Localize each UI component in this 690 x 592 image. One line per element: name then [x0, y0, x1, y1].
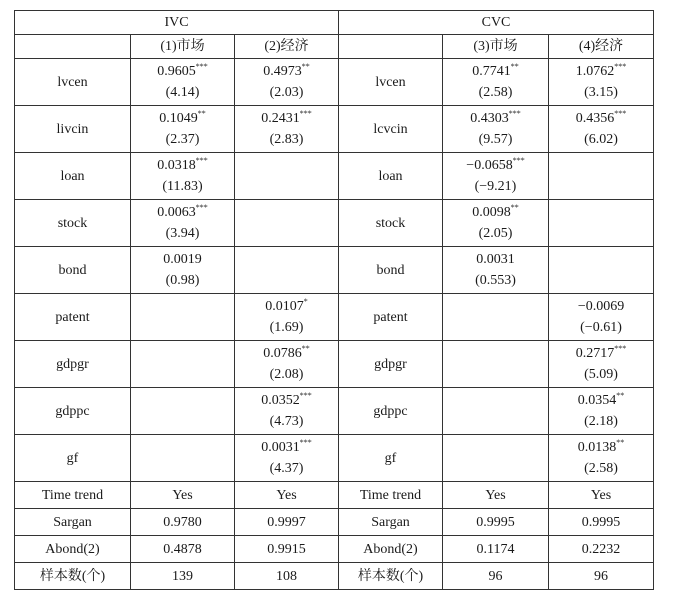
coefficient-cell [131, 388, 235, 435]
coefficient-number: 0.0138 [577, 440, 617, 455]
significance-stars: *** [512, 156, 525, 165]
footer-value: 0.9915 [235, 536, 339, 563]
footer-value: 0.1174 [443, 536, 549, 563]
coefficient-number: −0.0658 [466, 158, 513, 173]
coefficient-number: 0.0354 [577, 393, 617, 408]
variable-label: stock [15, 200, 131, 247]
variable-label: loan [15, 153, 131, 200]
t-statistic: (0.98) [165, 273, 200, 288]
significance-stars: ** [616, 438, 625, 447]
t-statistic: (11.83) [162, 179, 203, 194]
significance-stars: ** [616, 391, 625, 400]
footer-label: Sargan [339, 509, 443, 536]
footer-value: Yes [443, 482, 549, 509]
coefficient-number: 0.1049 [159, 111, 198, 126]
footer-row [15, 563, 654, 590]
group-header-ivc: IVC [15, 11, 339, 35]
variable-label: gf [339, 435, 443, 482]
coefficient-value [443, 61, 548, 82]
footer-row [15, 536, 654, 563]
t-statistic: (2.08) [269, 367, 304, 382]
significance-stars: ** [510, 62, 519, 71]
coefficient-cell [131, 247, 235, 294]
significance-stars: *** [299, 109, 312, 118]
coefficient-value [549, 108, 653, 129]
footer-value: 0.9995 [549, 509, 654, 536]
coefficient-cell [131, 435, 235, 482]
blank-header-cell [339, 35, 443, 59]
t-statistic: (2.83) [269, 132, 304, 147]
coefficient-cell [131, 153, 235, 200]
coefficient-cell [549, 388, 654, 435]
significance-stars: *** [614, 62, 627, 71]
coefficient-cell [131, 341, 235, 388]
significance-stars: *** [195, 203, 208, 212]
coefficient-cell [443, 59, 549, 106]
t-statistic: (2.37) [165, 132, 200, 147]
coefficient-value [131, 61, 234, 82]
coefficient-number: 0.4973 [263, 64, 302, 79]
t-statistic: (2.03) [269, 85, 304, 100]
significance-stars: ** [510, 203, 519, 212]
coefficient-value [549, 61, 653, 82]
coefficient-number: 0.0031 [476, 252, 515, 267]
variable-label: livcin [15, 106, 131, 153]
group-header-cvc: CVC [339, 11, 654, 35]
coefficient-value [131, 155, 234, 176]
t-statistic: (4.37) [269, 461, 304, 476]
variable-label: bond [339, 247, 443, 294]
coefficient-number: 0.4303 [470, 111, 509, 126]
coefficient-cell [549, 59, 654, 106]
coefficient-cell [235, 435, 339, 482]
variable-label: patent [15, 294, 131, 341]
footer-label: 样本数(个) [339, 563, 443, 590]
variable-label: stock [339, 200, 443, 247]
coefficient-cell [235, 59, 339, 106]
variable-label: gf [15, 435, 131, 482]
coefficient-cell [443, 200, 549, 247]
footer-value: 0.9780 [131, 509, 235, 536]
footer-label: Time trend [339, 482, 443, 509]
coefficient-cell [235, 388, 339, 435]
coefficient-value [443, 155, 548, 176]
variable-label: lvcen [15, 59, 131, 106]
significance-stars: ** [301, 62, 310, 71]
variable-label: gdppc [15, 388, 131, 435]
footer-label: Time trend [15, 482, 131, 509]
coefficient-cell [131, 200, 235, 247]
significance-stars: ** [301, 344, 310, 353]
coefficient-number: 0.0019 [163, 252, 202, 267]
blank-header-cell [15, 35, 131, 59]
footer-value: 96 [549, 563, 654, 590]
table-row [15, 435, 654, 482]
coefficient-value [235, 61, 338, 82]
variable-label: gdppc [339, 388, 443, 435]
coefficient-cell [549, 294, 654, 341]
footer-label: Abond(2) [339, 536, 443, 563]
column-header-2: (2)经济 [235, 35, 339, 59]
coefficient-value [235, 343, 338, 364]
coefficient-value [235, 390, 338, 411]
table-row [15, 59, 654, 106]
coefficient-number: 0.0786 [263, 346, 302, 361]
footer-row [15, 482, 654, 509]
footer-value: 139 [131, 563, 235, 590]
t-statistic: (2.18) [584, 414, 618, 429]
variable-label: gdpgr [15, 341, 131, 388]
coefficient-number: 0.0031 [261, 440, 300, 455]
table-row [15, 388, 654, 435]
t-statistic: (3.15) [584, 85, 618, 100]
significance-stars: *** [299, 391, 312, 400]
t-statistic: (9.57) [478, 132, 513, 147]
footer-value: Yes [549, 482, 654, 509]
footer-value: 0.4878 [131, 536, 235, 563]
coefficient-value [235, 108, 338, 129]
significance-stars: *** [195, 156, 208, 165]
coefficient-cell [131, 59, 235, 106]
footer-value: 0.9997 [235, 509, 339, 536]
t-statistic: (0.553) [475, 273, 516, 288]
t-statistic: (3.94) [165, 226, 200, 241]
coefficient-number: −0.0069 [577, 299, 625, 314]
t-statistic: (−9.21) [474, 179, 517, 194]
t-statistic: (1.69) [269, 320, 304, 335]
footer-value: 108 [235, 563, 339, 590]
coefficient-cell [443, 106, 549, 153]
coefficient-number: 0.0098 [472, 205, 511, 220]
footer-label: Abond(2) [15, 536, 131, 563]
coefficient-number: 0.2431 [261, 111, 300, 126]
coefficient-cell [549, 153, 654, 200]
significance-stars: ** [197, 109, 206, 118]
variable-label: lcvcin [339, 106, 443, 153]
coefficient-cell [235, 294, 339, 341]
coefficient-cell [235, 247, 339, 294]
column-header-3: (3)市场 [443, 35, 549, 59]
significance-stars: *** [508, 109, 521, 118]
coefficient-cell [131, 106, 235, 153]
coefficient-value [549, 296, 653, 317]
t-statistic: (6.02) [584, 132, 618, 147]
table-row [15, 106, 654, 153]
footer-value: 96 [443, 563, 549, 590]
significance-stars: *** [614, 109, 627, 118]
variable-label: bond [15, 247, 131, 294]
significance-stars: *** [299, 438, 312, 447]
regression-table [14, 10, 654, 590]
coefficient-value [235, 437, 338, 458]
coefficient-cell [549, 200, 654, 247]
footer-value: Yes [131, 482, 235, 509]
coefficient-cell [235, 200, 339, 247]
footer-value: 0.9995 [443, 509, 549, 536]
t-statistic: (5.09) [584, 367, 618, 382]
coefficient-cell [443, 341, 549, 388]
coefficient-cell [443, 153, 549, 200]
coefficient-cell [235, 341, 339, 388]
coefficient-value [443, 202, 548, 223]
t-statistic: (4.73) [269, 414, 304, 429]
coefficient-cell [549, 106, 654, 153]
column-header-row [15, 35, 654, 59]
coefficient-number: 0.7741 [472, 64, 511, 79]
coefficient-cell [131, 294, 235, 341]
coefficient-cell [549, 247, 654, 294]
table-row [15, 247, 654, 294]
coefficient-cell [443, 435, 549, 482]
t-statistic: (2.58) [584, 461, 618, 476]
column-header-4: (4)经济 [549, 35, 654, 59]
t-statistic: (2.58) [478, 85, 513, 100]
coefficient-value [235, 296, 338, 317]
coefficient-number: 0.0352 [261, 393, 300, 408]
table-row [15, 294, 654, 341]
coefficient-value [131, 249, 234, 270]
coefficient-cell [443, 388, 549, 435]
coefficient-value [131, 202, 234, 223]
significance-stars: *** [614, 344, 627, 353]
variable-label: patent [339, 294, 443, 341]
coefficient-cell [443, 247, 549, 294]
variable-label: gdpgr [339, 341, 443, 388]
footer-value: Yes [235, 482, 339, 509]
coefficient-value [443, 249, 548, 270]
variable-label: lvcen [339, 59, 443, 106]
coefficient-number: 0.0107 [265, 299, 304, 314]
footer-label: 样本数(个) [15, 563, 131, 590]
coefficient-cell [235, 106, 339, 153]
coefficient-number: 0.0318 [157, 158, 196, 173]
footer-label: Sargan [15, 509, 131, 536]
significance-stars: * [303, 297, 308, 306]
footer-row [15, 509, 654, 536]
coefficient-number: 0.4356 [575, 111, 615, 126]
table-row [15, 341, 654, 388]
group-header-row [15, 11, 654, 35]
coefficient-number: 0.2717 [575, 346, 615, 361]
coefficient-number: 1.0762 [575, 64, 615, 79]
coefficient-cell [549, 341, 654, 388]
coefficient-cell [235, 153, 339, 200]
coefficient-number: 0.9605 [157, 64, 196, 79]
coefficient-value [549, 343, 653, 364]
coefficient-cell [549, 435, 654, 482]
column-header-1: (1)市场 [131, 35, 235, 59]
footer-value: 0.2232 [549, 536, 654, 563]
coefficient-cell [443, 294, 549, 341]
t-statistic: (2.05) [478, 226, 513, 241]
coefficient-value [549, 437, 653, 458]
table-row [15, 200, 654, 247]
t-statistic: (4.14) [165, 85, 200, 100]
coefficient-value [549, 390, 653, 411]
coefficient-number: 0.0063 [157, 205, 196, 220]
coefficient-value [131, 108, 234, 129]
variable-label: loan [339, 153, 443, 200]
table-row [15, 153, 654, 200]
coefficient-value [443, 108, 548, 129]
significance-stars: *** [195, 62, 208, 71]
t-statistic: (−0.61) [580, 320, 622, 335]
